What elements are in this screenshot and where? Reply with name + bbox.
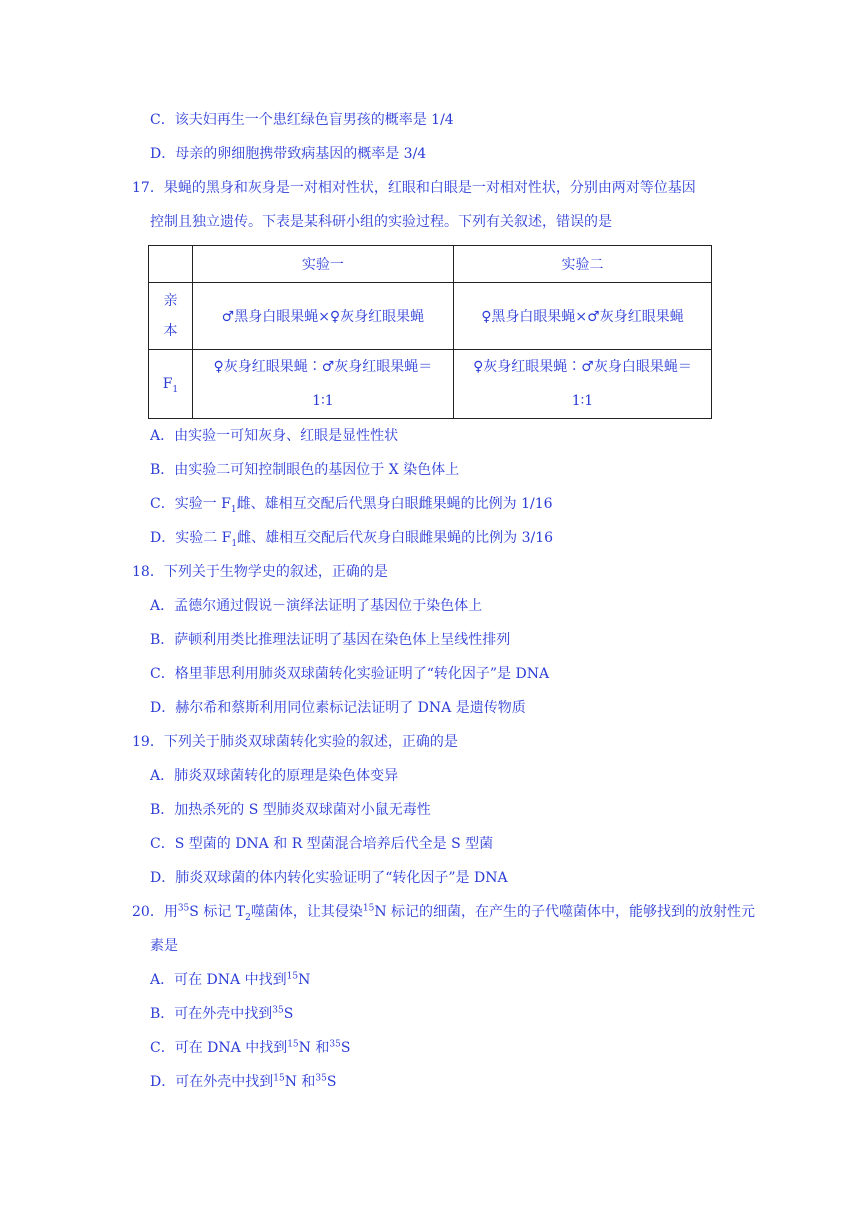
q20-option-c	[150, 1038, 350, 1058]
q20-option-d-sup1: 15	[273, 1073, 285, 1084]
q20-sup2: 15	[362, 903, 375, 914]
q17-option-c	[150, 494, 553, 514]
table-row-f1	[149, 350, 712, 419]
q17-option-d	[150, 528, 553, 548]
q18-stem: 18．下列关于生物学史的叙述，正确的是	[132, 564, 388, 580]
q20-option-d	[150, 1072, 336, 1092]
table-header-exp2: 实验二	[453, 246, 711, 283]
q20-option-a-post: N	[298, 972, 311, 988]
q20-option-b-post: S	[283, 1006, 294, 1022]
q20-option-c-pre: C．可在 DNA 中找到	[150, 1040, 288, 1056]
parents-exp2: ♀黑身白眼果蝇×♂灰身红眼果蝇	[453, 283, 711, 350]
f1-exp2-line2: 1∶1	[571, 393, 594, 409]
q18-option-d: D．赫尔希和蔡斯利用同位素标记法证明了 DNA 是遗传物质	[150, 700, 526, 716]
q20-option-c-post: S	[340, 1040, 351, 1056]
f1-label-sub: 1	[172, 384, 179, 395]
q20-option-a	[150, 970, 310, 990]
q17-stem-line1: 17．果蝇的黑身和灰身是一对相对性状，红眼和白眼是一对相对性状，分别由两对等位基因	[132, 180, 696, 196]
q16-option-d: D．母亲的卵细胞携带致病基因的概率是 3/4	[150, 146, 427, 162]
table-row-parents	[149, 283, 712, 350]
q20-option-b-sup: 35	[272, 1005, 284, 1016]
row-label-parents-char1: 亲	[163, 293, 178, 309]
f1-exp1-line1: ♀灰身红眼果蝇∶♂灰身红眼果蝇＝	[213, 359, 433, 375]
q20-s1: 20．用	[132, 904, 178, 920]
q20-option-a-pre: A．可在 DNA 中找到	[150, 972, 287, 988]
experiment-table	[148, 245, 712, 419]
q20-sup1: 35	[177, 903, 190, 914]
q17-option-a: A．由实验一可知灰身、红眼是显性性状	[150, 428, 399, 444]
q17-option-c-sub: 1	[230, 504, 237, 515]
f1-exp1-line2: 1∶1	[312, 393, 334, 409]
q20-option-a-sup: 15	[286, 971, 299, 982]
q17-option-c-post: 雌、雄相互交配后代黑身白眼雌果蝇的比例为 1/16	[236, 496, 553, 512]
q19-option-d: D．肺炎双球菌的体内转化实验证明了“转化因子”是 DNA	[150, 870, 508, 886]
q17-option-b: B．由实验二可知控制眼色的基因位于 X 染色体上	[150, 462, 460, 478]
q17-stem-line2: 控制且独立遗传。下表是某科研小组的实验过程。下列有关叙述，错误的是	[150, 214, 612, 230]
q16-option-c: C．该夫妇再生一个患红绿色盲男孩的概率是 1/4	[150, 112, 454, 128]
q20-option-c-mid: N 和	[298, 1040, 330, 1056]
q20-option-d-sup2: 35	[315, 1073, 327, 1084]
q20-option-d-mid: N 和	[284, 1074, 316, 1090]
row-label-parents-char2: 本	[163, 323, 178, 339]
f1-exp1	[192, 350, 453, 419]
table-corner-cell	[149, 246, 193, 283]
q18-option-b: B．萨顿利用类比推理法证明了基因在染色体上呈线性排列	[150, 632, 511, 648]
q19-option-c: C．S 型菌的 DNA 和 R 型菌混合培养后代全是 S 型菌	[150, 836, 494, 852]
q18-option-a: A．孟德尔通过假说－演绎法证明了基因位于染色体上	[150, 598, 483, 614]
q20-s4: N 标记的细菌，在产生的子代噬菌体中，能够找到的放射性元	[374, 904, 756, 920]
q20-sub1: 2	[245, 912, 251, 923]
q19-stem: 19．下列关于肺炎双球菌转化实验的叙述，正确的是	[132, 734, 458, 750]
q20-option-b-pre: B．可在外壳中找到	[150, 1006, 273, 1022]
q20-stem-line2: 素是	[150, 938, 178, 954]
parents-exp1: ♂黑身白眼果蝇×♀灰身红眼果蝇	[192, 283, 453, 350]
q20-option-c-sup2: 35	[329, 1039, 341, 1050]
q17-option-d-pre: D．实验二 F	[150, 530, 232, 546]
q20-option-b	[150, 1004, 293, 1024]
row-label-f1	[149, 350, 193, 419]
f1-exp2	[453, 350, 711, 419]
f1-label: F	[162, 376, 173, 392]
table-header-exp1: 实验一	[192, 246, 453, 283]
q19-option-a: A．肺炎双球菌转化的原理是染色体变异	[150, 768, 399, 784]
q20-option-c-sup1: 15	[287, 1039, 299, 1050]
q20-option-d-pre: D．可在外壳中找到	[150, 1074, 274, 1090]
q19-option-b: B．加热杀死的 S 型肺炎双球菌对小鼠无毒性	[150, 802, 431, 818]
q17-option-d-post: 雌、雄相互交配后代灰身白眼雌果蝇的比例为 3/16	[237, 530, 554, 546]
q18-option-c: C．格里菲思利用肺炎双球菌转化实验证明了“转化因子”是 DNA	[150, 666, 550, 682]
q20-s2: S 标记 T	[189, 904, 246, 920]
q20-stem-line1	[132, 902, 755, 922]
q17-option-c-pre: C．实验一 F	[150, 496, 231, 512]
q20-option-d-post: S	[326, 1074, 337, 1090]
q20-s3: 噬菌体，让其侵染	[250, 904, 363, 920]
row-label-parents	[149, 283, 193, 350]
table-header-row	[149, 246, 712, 283]
f1-exp2-line1: ♀灰身红眼果蝇∶♂灰身白眼果蝇＝	[473, 359, 692, 375]
q17-option-d-sub: 1	[231, 538, 238, 549]
